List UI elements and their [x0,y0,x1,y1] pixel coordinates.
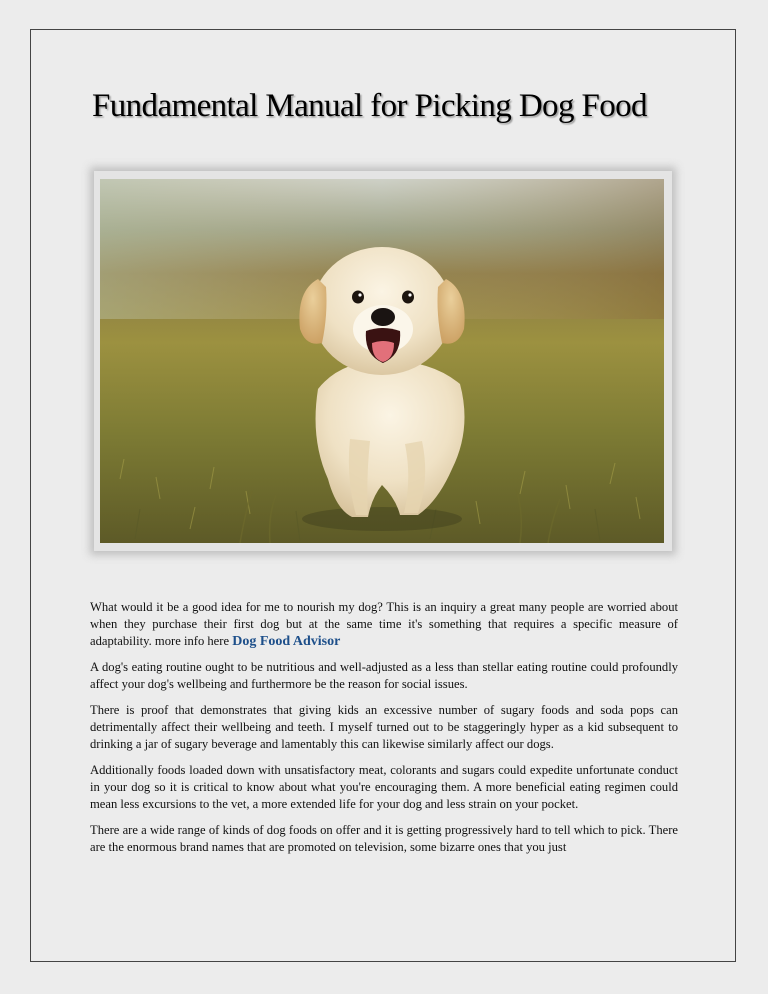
paragraph-1 [90,599,678,650]
paragraph-3: There is proof that demonstrates that giving kids an excessive number of sugary foods and soda pops can detrimentally affect their wellbeing and teeth. I myself turned out to be staggeringly hyper as a kid subsequent to drinking a jar of sugary beverage and lamentably this can likewise similarly affect our dogs. [90,703,678,751]
document-title: Fundamental Manual for Picking Dog Food [92,88,647,124]
paragraph-2: A dog's eating routine ought to be nutritious and well-adjusted as a less than stellar eating routine could profoundly affect your dog's wellbeing and furthermore be the reason for social issues. [90,660,678,691]
puppy-photo [100,179,664,543]
article-body [90,599,678,865]
dog-food-advisor-link[interactable]: Dog Food Advisor [232,634,341,649]
paragraph-5: There are a wide range of kinds of dog foods on offer and it is getting progressively hard to tell which to pick. There are the enormous brand names that are promoted on television, some bizarre ones that you just [90,823,678,854]
puppy-photo-frame [94,171,672,551]
paragraph-4: Additionally foods loaded down with unsatisfactory meat, colorants and sugars could expedite unfortunate conduct in your dog so it is critical to know about what you're encouraging them. A more beneficial eating regimen could mean less excursions to the vet, a more extended life for your dog and less strain on your pocket. [90,763,678,811]
paragraph-1-text: What would it be a good idea for me to nourish my dog? This is an inquiry a great many people are worried about when they purchase their first dog but at the same time it's something that requires a specific measure of adaptability. more info here [90,600,678,648]
